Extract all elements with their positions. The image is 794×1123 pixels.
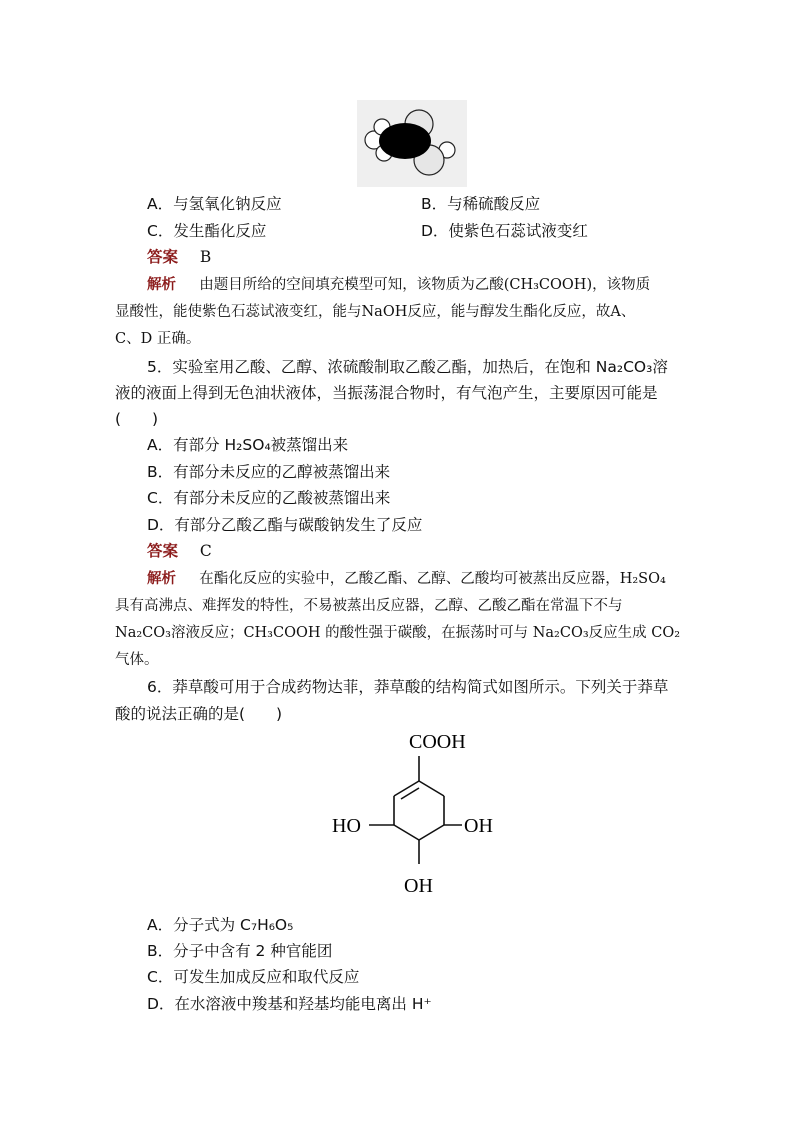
q6-option-b: B．分子中含有 2 种官能团 bbox=[147, 942, 333, 960]
analysis-text: 由题目所给的空间填充模型可知，该物质为乙酸(CH₃COOH)，该物质 bbox=[199, 277, 651, 293]
q5-option-c: C．有部分未反应的乙酸被蒸馏出来 bbox=[147, 489, 391, 507]
q5-answer bbox=[147, 540, 212, 562]
q5-option-d: D．有部分乙酸乙酯与碳酸钠发生了反应 bbox=[147, 516, 423, 534]
answer-label: 答案 bbox=[147, 542, 179, 560]
q6-option-a: A．分子式为 C₇H₆O₅ bbox=[147, 916, 294, 934]
structure-label-left: HO bbox=[332, 815, 361, 837]
q4-option-a: A．与氢氧化钠反应 bbox=[147, 195, 282, 213]
answer-value: C bbox=[199, 542, 212, 560]
q5-stem-line-1: 5．实验室用乙酸、乙醇、浓硫酸制取乙酸乙酯，加热后，在饱和 Na₂CO₃溶 bbox=[147, 358, 668, 376]
q4-option-c: C．发生酯化反应 bbox=[147, 222, 267, 240]
analysis-label: 解析 bbox=[147, 277, 176, 293]
structure-label-right: OH bbox=[464, 815, 493, 837]
structure-label-bottom: OH bbox=[404, 875, 433, 897]
answer-label: 答案 bbox=[147, 248, 179, 266]
q5-option-a: A．有部分 H₂SO₄被蒸馏出来 bbox=[147, 436, 349, 454]
q5-analysis-line-4: 气体。 bbox=[115, 652, 159, 668]
q5-stem-line-2: 液的液面上得到无色油状液体，当振荡混合物时，有气泡产生，主要原因可能是 bbox=[115, 384, 658, 402]
answer-value: B bbox=[199, 248, 212, 266]
analysis-text: 在酯化反应的实验中，乙酸乙酯、乙醇、乙酸均可被蒸出反应器，H₂SO₄ bbox=[199, 571, 666, 587]
q6-option-c: C．可发生加成反应和取代反应 bbox=[147, 968, 360, 986]
space-filling-model-image bbox=[357, 100, 467, 187]
q4-answer bbox=[147, 246, 211, 268]
q6-option-d: D．在水溶液中羧基和羟基均能电离出 H⁺ bbox=[147, 995, 432, 1013]
q5-analysis-line-2: 具有高沸点、难挥发的特性，不易被蒸出反应器，乙醇、乙酸乙酯在常温下不与 bbox=[115, 598, 623, 614]
q4-option-d: D．使紫色石蕊试液变红 bbox=[421, 222, 588, 240]
q5-stem-line-3: ( ) bbox=[115, 410, 159, 428]
q4-analysis-line-2: 显酸性，能使紫色石蕊试液变红，能与NaOH反应，能与醇发生酯化反应，故A、 bbox=[115, 304, 636, 320]
shikimic-acid-structure bbox=[322, 724, 508, 904]
q4-option-b: B．与稀硫酸反应 bbox=[421, 195, 541, 213]
q4-analysis-line-3: C、D 正确。 bbox=[115, 331, 201, 347]
q4-analysis-line-1 bbox=[147, 274, 650, 296]
q6-stem-line-1: 6．莽草酸可用于合成药物达菲，莽草酸的结构简式如图所示。下列关于莽草 bbox=[147, 678, 669, 696]
q5-option-b: B．有部分未反应的乙醇被蒸馏出来 bbox=[147, 463, 391, 481]
q6-stem-line-2: 酸的说法正确的是( ) bbox=[115, 705, 283, 723]
analysis-label: 解析 bbox=[147, 571, 176, 587]
q5-analysis-line-3: Na₂CO₃溶液反应；CH₃COOH 的酸性强于碳酸，在振荡时可与 Na₂CO₃反应生成 CO₂ bbox=[115, 625, 681, 641]
structure-label-top: COOH bbox=[409, 731, 466, 753]
q5-analysis-line-1 bbox=[147, 568, 666, 590]
